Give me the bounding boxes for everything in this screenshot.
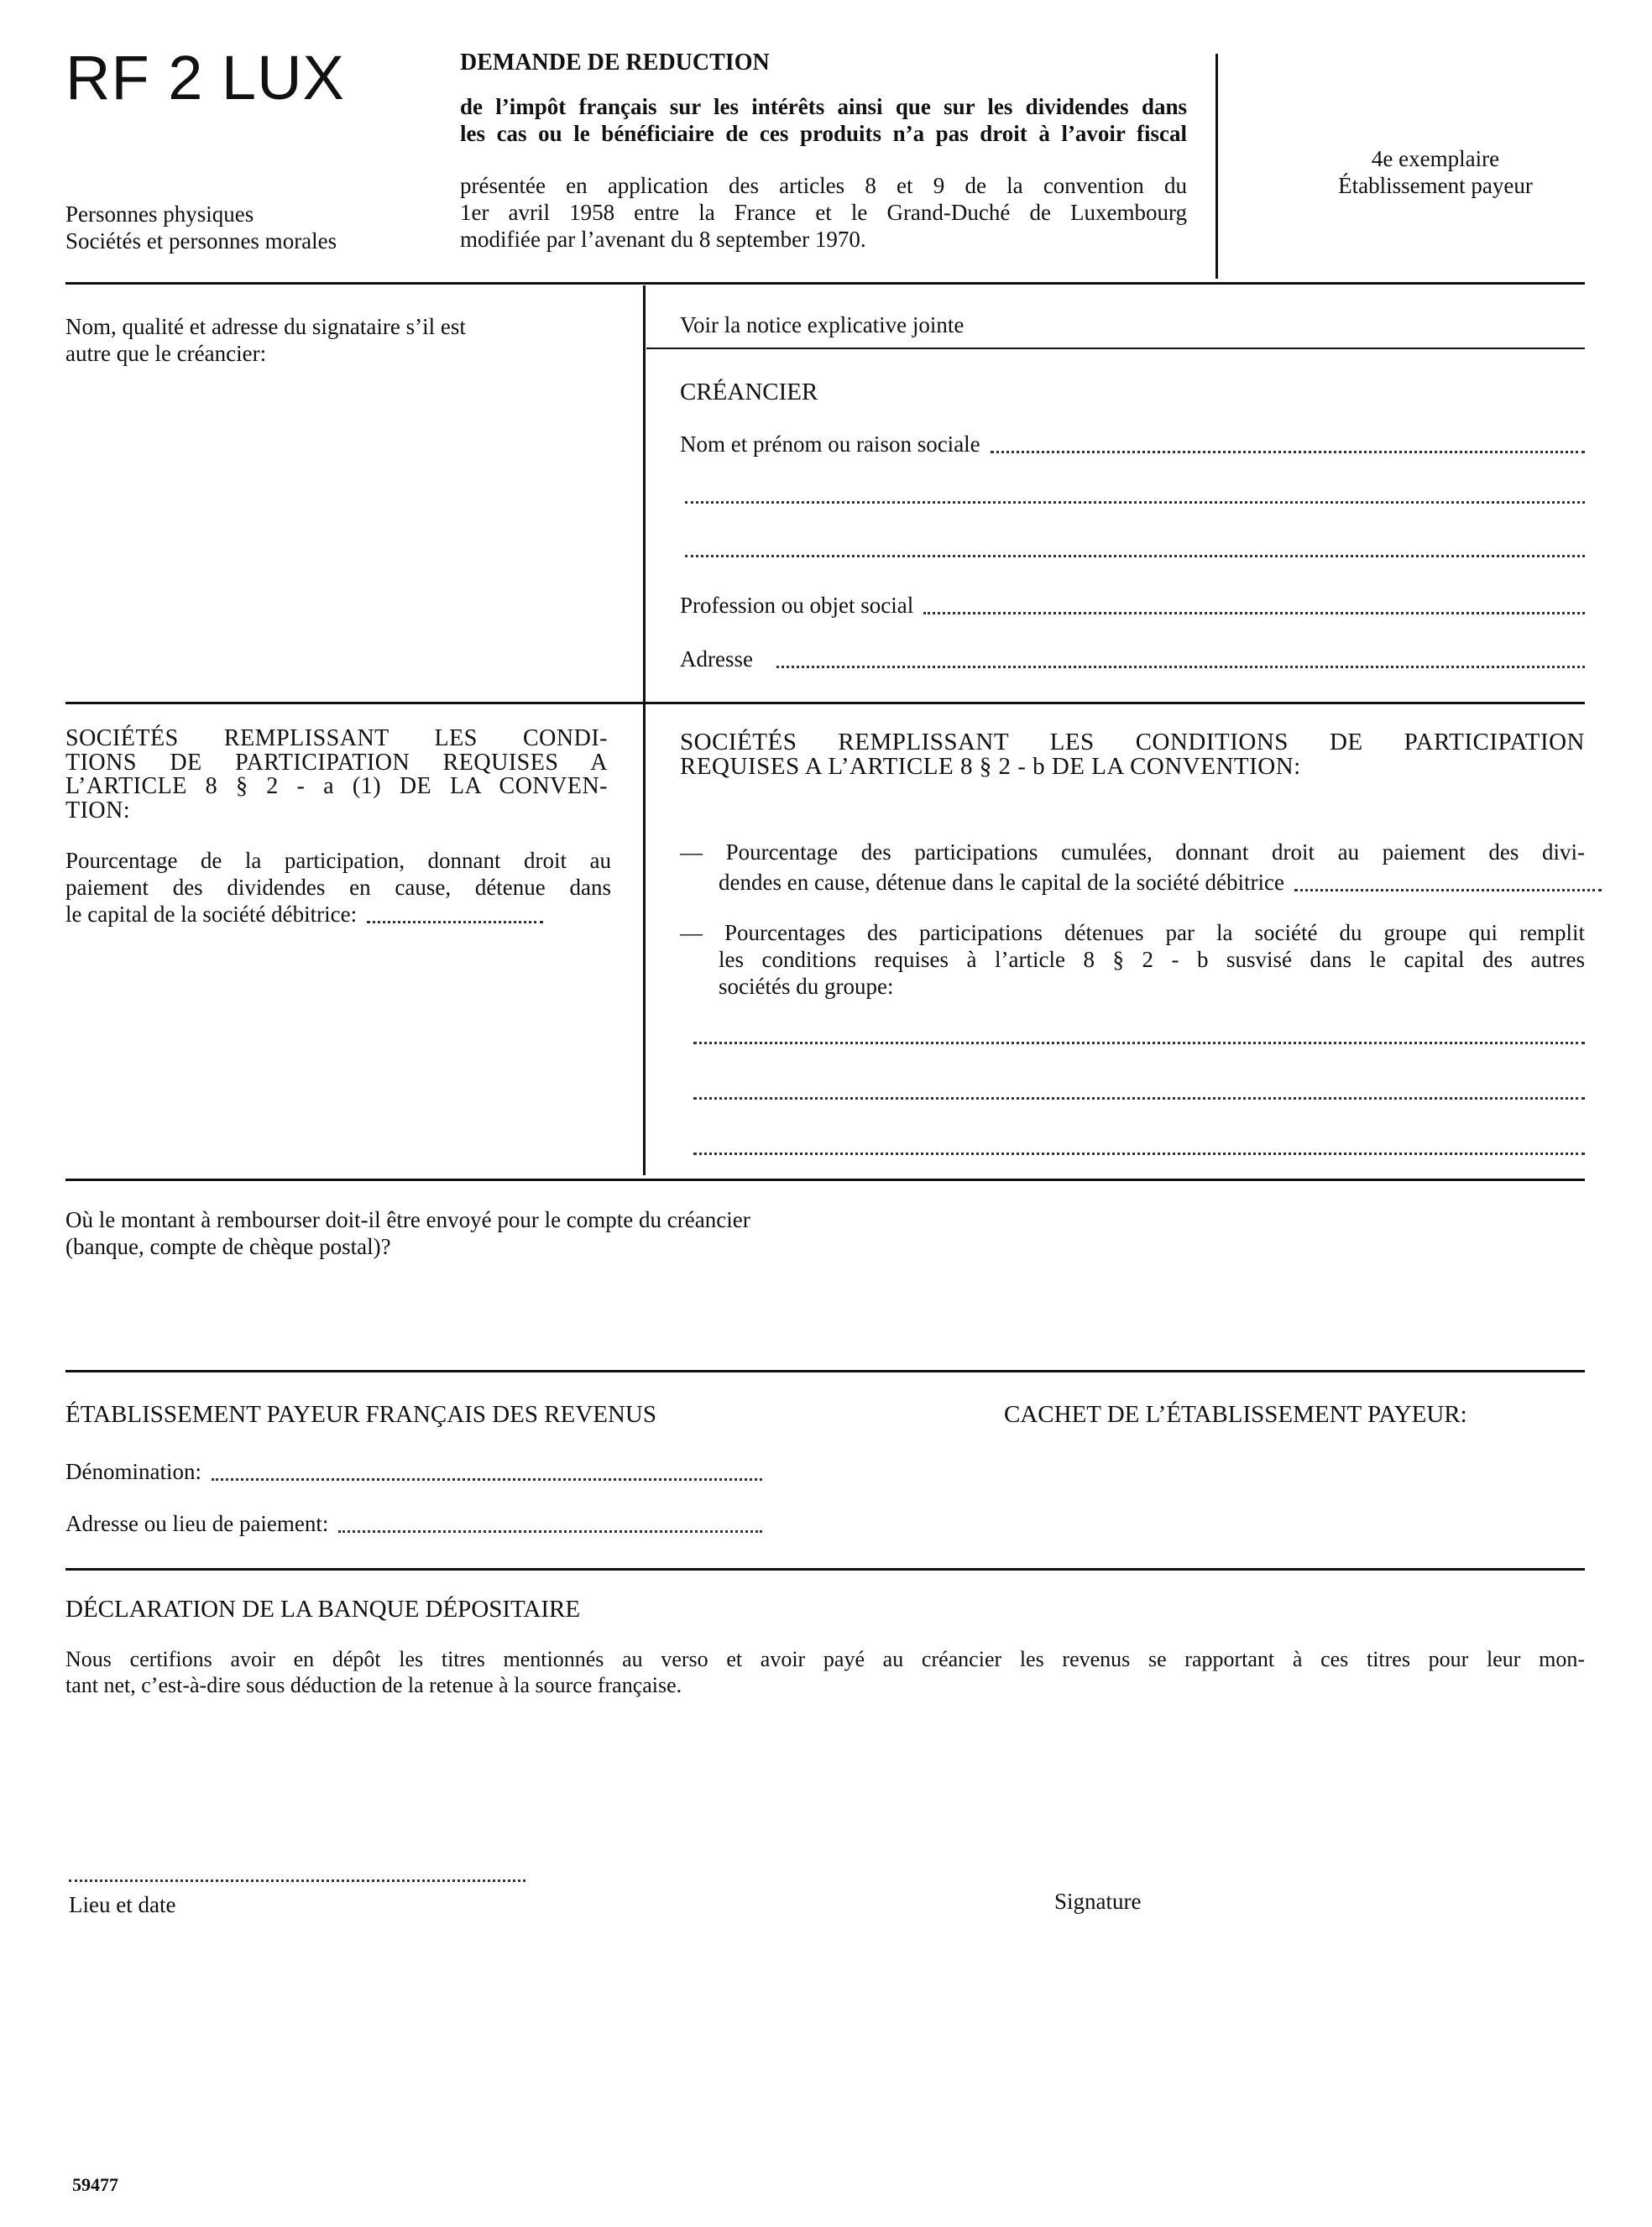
section-divider xyxy=(65,702,1585,704)
payer-address-label: Adresse ou lieu de paiement: xyxy=(65,1511,329,1536)
creditor-profession-field[interactable] xyxy=(680,593,1585,619)
legal-basis: présentée en application des articles 8 et 9 de la convention du 1er avril 1958 entre la France et le Grand-Duché de Luxembourg modifiée par l’avenant du 8 september 1970. xyxy=(460,173,1187,252)
companies-a-percentage-line[interactable] xyxy=(367,920,543,923)
creditor-address-label: Adresse xyxy=(680,646,753,672)
companies-a-text: Pourcentage de la participation, donnant droit au paiement des dividendes en cause, détenue dans le capital de la société débitrice: xyxy=(65,848,611,927)
companies-b-heading: SOCIÉTÉS REMPLISSANT LES CONDITIONS DE PARTICIPATION REQUISES A L’ARTICLE 8 § 2 - b DE LA CONVENTION: xyxy=(680,729,1585,780)
bank-declaration-text: Nous certifions avoir en dépôt les titres mentionnés au verso et avoir payé au créancier les revenus se rapportant à ces titres pour leur mon- tant net, c’est-à-dire sous déduction de la retenue à la source française. xyxy=(65,1647,1585,1697)
creditor-name-field[interactable] xyxy=(680,431,1585,458)
form-number: 59477 xyxy=(72,2174,118,2195)
form-title: DEMANDE DE REDUCTION xyxy=(460,50,770,76)
section-divider xyxy=(65,1179,1585,1181)
place-date-label: Lieu et date xyxy=(69,1892,176,1917)
creditor-address-field[interactable] xyxy=(680,646,1585,673)
section-divider xyxy=(65,1568,1585,1571)
creditor-name-line-2[interactable] xyxy=(685,500,1585,504)
payer-address-line[interactable] xyxy=(338,1529,762,1533)
refund-question: Où le montant à rembourser doit-il être envoyé pour le compte du créancier (banque, compte de chèque postal)? xyxy=(65,1207,750,1259)
header-divider xyxy=(1215,54,1218,279)
person-types: Personnes physiques Sociétés et personnes morales xyxy=(65,201,337,254)
creditor-profession-label: Profession ou objet social xyxy=(680,593,914,618)
creditor-address-line[interactable] xyxy=(776,665,1585,668)
creditor-heading: CRÉANCIER xyxy=(680,379,818,405)
creditor-profession-line[interactable] xyxy=(923,611,1585,614)
form-code: RF 2 LUX xyxy=(65,43,345,112)
payer-name-line[interactable] xyxy=(212,1477,762,1481)
notice-underline xyxy=(646,348,1585,349)
companies-b-cumulated-line[interactable] xyxy=(1294,888,1602,891)
payer-heading: ÉTABLISSEMENT PAYEUR FRANÇAIS DES REVENUS xyxy=(65,1401,657,1428)
payer-name-field[interactable] xyxy=(65,1459,762,1486)
creditor-name-line[interactable] xyxy=(991,450,1585,453)
section-divider xyxy=(65,282,1585,285)
signatory-label: Nom, qualité et adresse du signataire s’il est autre que le créancier: xyxy=(65,314,466,366)
creditor-name-label: Nom et prénom ou raison sociale xyxy=(680,431,980,457)
creditor-name-line-3[interactable] xyxy=(685,554,1585,557)
copy-recipient: Établissement payeur xyxy=(1338,172,1533,198)
companies-b-item-1: — Pourcentage des participations cumulées, donnant droit au paiement des divi- dendes en cause, détenue dans le capital de la société débitrice xyxy=(680,839,1585,897)
payer-address-field[interactable] xyxy=(65,1511,762,1538)
companies-b-item-2: — Pourcentages des participations détenues par la société du groupe qui remplit les conditions requises à l’article 8 § 2 - b susvisé dans le capital des autres sociétés du groupe: xyxy=(680,920,1585,999)
companies-a-heading: SOCIÉTÉS REMPLISSANT LES CONDI- TIONS DE PARTICIPATION REQUISES A L’ARTICLE 8 § 2 - a (1) DE LA CONVEN- TION: xyxy=(65,725,608,823)
column-divider xyxy=(643,285,646,1175)
group-percentage-line-1[interactable] xyxy=(693,1041,1585,1044)
copy-number: 4e exemplaire xyxy=(1371,146,1500,171)
bank-declaration-heading: DÉCLARATION DE LA BANQUE DÉPOSITAIRE xyxy=(65,1596,581,1623)
copy-info xyxy=(1226,146,1645,200)
place-date-line[interactable] xyxy=(69,1879,525,1882)
section-divider xyxy=(65,1370,1585,1372)
form-subtitle: de l’impôt français sur les intérêts ainsi que sur les dividendes dans les cas ou le bénéficiaire de ces produits n’a pas droit à l’avoir fiscal xyxy=(460,94,1187,146)
payer-name-label: Dénomination: xyxy=(65,1459,201,1484)
stamp-heading: CACHET DE L’ÉTABLISSEMENT PAYEUR: xyxy=(1004,1401,1467,1428)
signature-label: Signature xyxy=(1054,1889,1142,1914)
group-percentage-line-3[interactable] xyxy=(693,1152,1585,1155)
notice-reference: Voir la notice explicative jointe xyxy=(680,312,965,337)
group-percentage-line-2[interactable] xyxy=(693,1096,1585,1100)
